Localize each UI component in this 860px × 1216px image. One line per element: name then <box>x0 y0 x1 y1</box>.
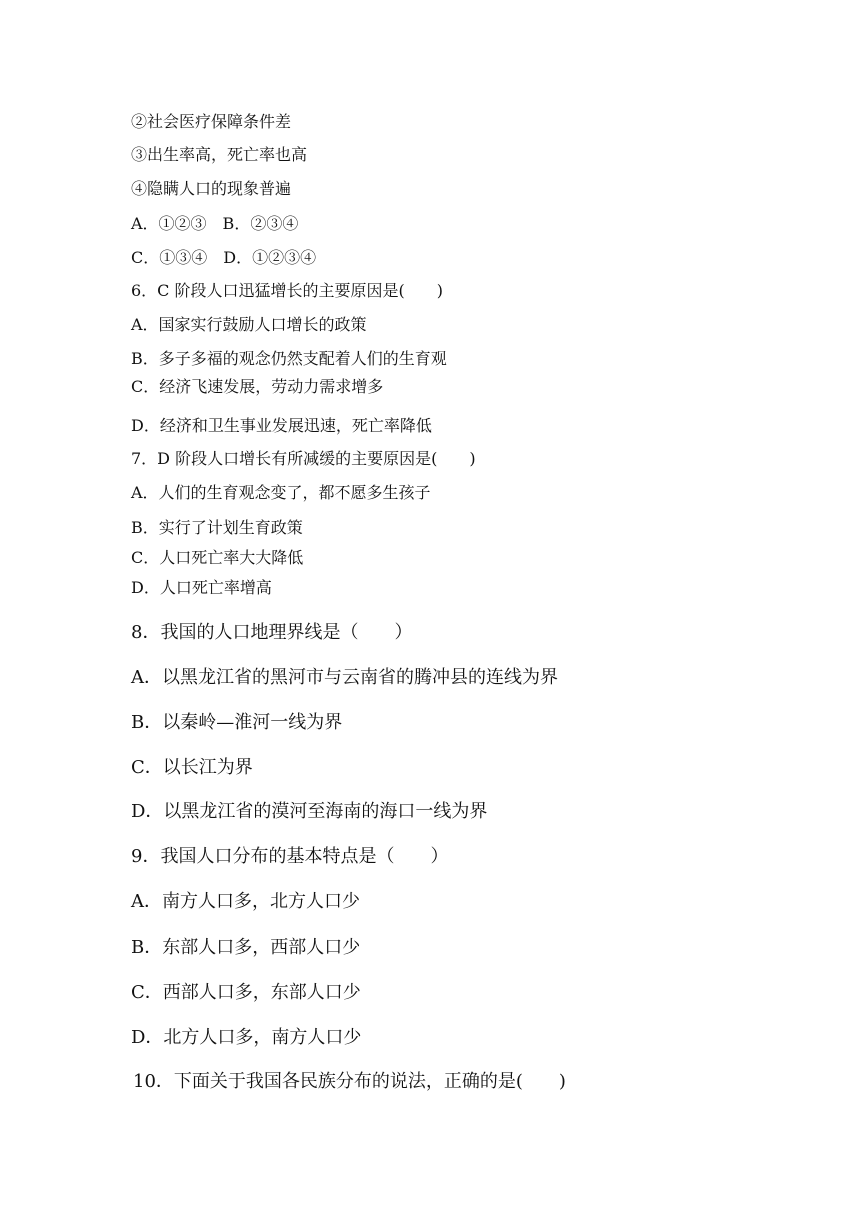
question-6: 6．C 阶段人口迅猛增长的主要原因是( ) <box>131 281 443 300</box>
q6-answer-a: A．国家实行鼓励人口增长的政策 <box>131 315 367 334</box>
q7-answer-a: A．人们的生育观念变了，都不愿多生孩子 <box>131 483 431 502</box>
q6-answer-c: C．经济飞速发展，劳动力需求增多 <box>131 377 384 396</box>
q7-answer-c: C．人口死亡率大大降低 <box>131 548 304 567</box>
question-9: 9．我国人口分布的基本特点是（ ） <box>131 846 449 867</box>
q9-answer-b: B．东部人口多，西部人口少 <box>131 937 361 958</box>
q7-answer-b: B．实行了计划生育政策 <box>131 518 303 537</box>
q8-answer-c: C．以长江为界 <box>131 757 253 778</box>
q5-option-4: ④隐瞒人口的现象普遍 <box>131 179 292 198</box>
q9-answer-a: A．南方人口多，北方人口少 <box>131 891 360 912</box>
question-10: 10．下面关于我国各民族分布的说法，正确的是( ) <box>133 1071 566 1092</box>
q6-answer-d: D．经济和卫生事业发展迅速，死亡率降低 <box>131 416 432 435</box>
q5-answers-ab: A．①②③ B．②③④ <box>131 214 299 233</box>
q5-option-3: ③出生率高，死亡率也高 <box>131 145 308 164</box>
q5-answers-cd: C．①③④ D．①②③④ <box>131 248 317 267</box>
q5-option-2: ②社会医疗保障条件差 <box>131 112 292 131</box>
question-8: 8．我国的人口地理界线是（ ） <box>131 622 413 643</box>
q9-answer-c: C．西部人口多，东部人口少 <box>131 982 361 1003</box>
q8-answer-a: A．以黑龙江省的黑河市与云南省的腾冲县的连线为界 <box>131 667 558 688</box>
q7-answer-d: D．人口死亡率增高 <box>131 578 272 597</box>
q6-answer-b: B．多子多福的观念仍然支配着人们的生育观 <box>131 349 447 368</box>
q8-answer-d: D．以黑龙江省的漠河至海南的海口一线为界 <box>131 801 488 822</box>
question-7: 7．D 阶段人口增长有所减缓的主要原因是( ) <box>131 449 476 468</box>
q9-answer-d: D．北方人口多，南方人口少 <box>131 1027 362 1048</box>
q8-answer-b: B．以秦岭—淮河一线为界 <box>131 712 343 733</box>
